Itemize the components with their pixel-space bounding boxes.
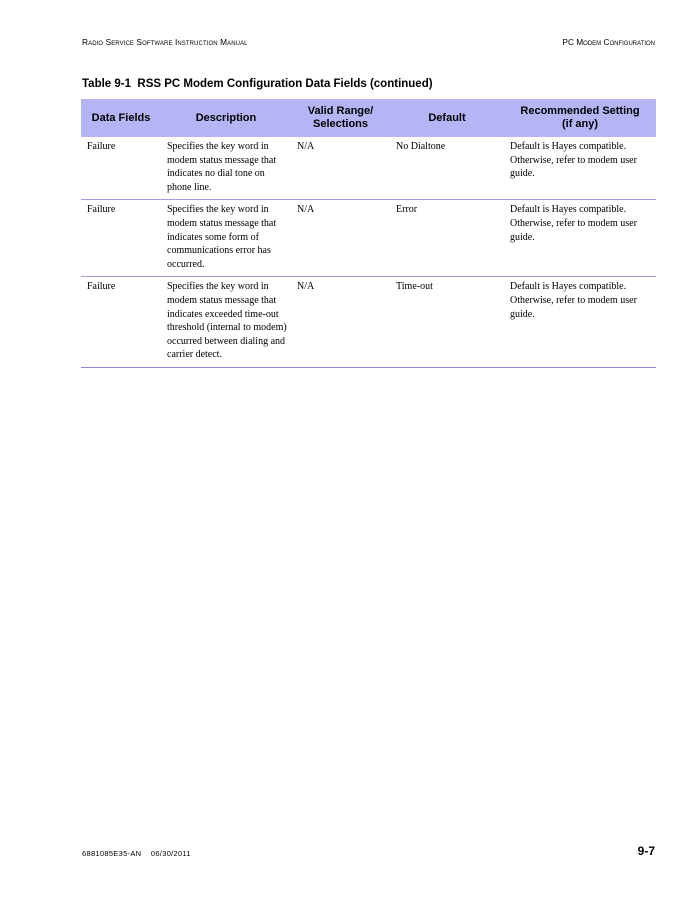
cell-recommended: Default is Hayes compatible. Otherwise, refer to modem user guide. — [504, 277, 656, 368]
cell-default: Error — [390, 200, 504, 277]
cell-default: No Dialtone — [390, 137, 504, 200]
column-header-recommended-setting: Recommended Setting (if any) — [504, 99, 656, 137]
cell-recommended: Default is Hayes compatible. Otherwise, refer to modem user guide. — [504, 200, 656, 277]
column-header-valid-range: Valid Range/ Selections — [291, 99, 390, 137]
cell-description: Specifies the key word in modem status message that indicates exceeded time-out threshold (internal to modem) occurred between dialing and carrier detect. — [161, 277, 291, 368]
cell-recommended: Default is Hayes compatible. Otherwise, refer to modem user guide. — [504, 137, 656, 200]
running-header-manual-title: Radio Service Software Instruction Manual — [82, 37, 248, 47]
page-number: 9-7 — [637, 844, 655, 858]
table-row — [81, 200, 656, 277]
cell-valid-range: N/A — [291, 200, 390, 277]
table-row — [81, 137, 656, 200]
cell-description: Specifies the key word in modem status message that indicates some form of communications error has occurred. — [161, 200, 291, 277]
modem-configuration-table — [81, 99, 656, 368]
column-header-default: Default — [390, 99, 504, 137]
cell-data-field: Failure — [81, 277, 161, 368]
cell-valid-range: N/A — [291, 277, 390, 368]
footer-document-id: 6881085E35-AN 06/30/2011 — [82, 849, 191, 858]
cell-data-field: Failure — [81, 200, 161, 277]
cell-valid-range: N/A — [291, 137, 390, 200]
cell-data-field: Failure — [81, 137, 161, 200]
table-header-row — [81, 99, 656, 137]
column-header-data-fields: Data Fields — [81, 99, 161, 137]
cell-default: Time-out — [390, 277, 504, 368]
column-header-description: Description — [161, 99, 291, 137]
table-row — [81, 277, 656, 368]
running-header-chapter-title: PC Modem Configuration — [562, 37, 655, 47]
table-caption: Table 9-1 RSS PC Modem Configuration Data Fields (continued) — [82, 78, 433, 90]
cell-description: Specifies the key word in modem status message that indicates no dial tone on phone line. — [161, 137, 291, 200]
